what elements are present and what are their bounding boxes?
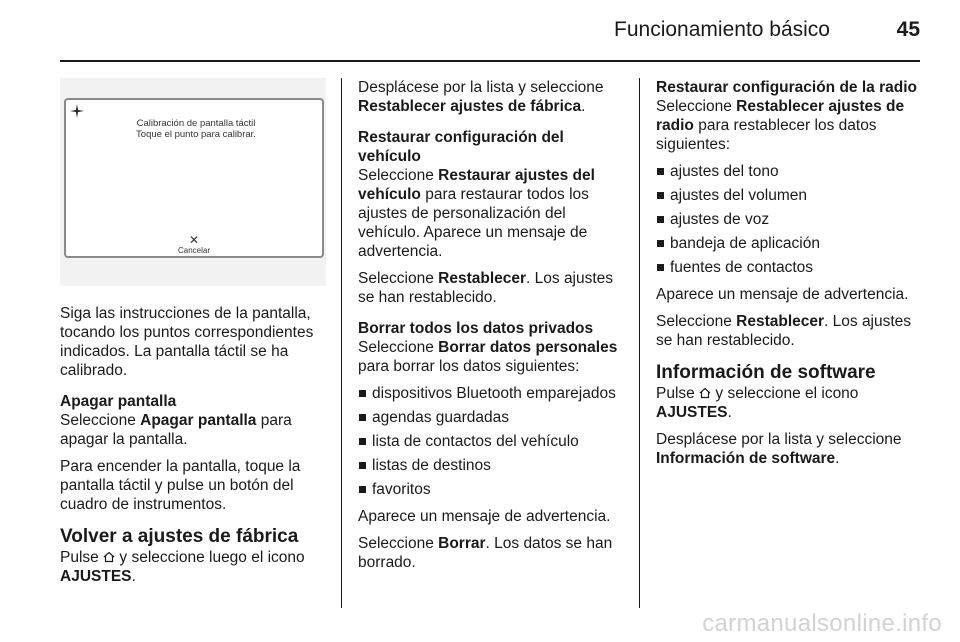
calibration-figure	[60, 78, 326, 286]
page-header	[60, 18, 920, 50]
list-item: ajustes del tono	[656, 162, 922, 181]
watermark: carmanualsonline.info	[702, 610, 942, 637]
vehicle-paragraph: Seleccione Restaurar ajustes del vehículo para restaurar todos los ajustes de personalización del vehículo. Aparece un mensaje de advertencia.	[358, 167, 595, 260]
warning-paragraph: Aparece un mensaje de advertencia.	[656, 286, 909, 303]
list-item: fuentes de contactos	[656, 258, 922, 277]
factory-heading: Volver a ajustes de fábrica	[60, 526, 299, 547]
radio-data-list	[656, 162, 922, 277]
software-scroll-paragraph: Desplácese por la lista y seleccione Información de software.	[656, 431, 902, 467]
radio-heading: Restaurar configuración de la radio	[656, 79, 917, 96]
off-paragraph: Seleccione Apagar pantalla para apagar la pantalla.	[60, 412, 292, 448]
column-divider	[639, 78, 640, 608]
private-heading: Borrar todos los datos privados	[358, 320, 594, 337]
column-1	[60, 78, 326, 594]
running-title: Funcionamiento básico	[614, 18, 830, 41]
off-heading: Apagar pantalla	[60, 393, 177, 410]
factory-paragraph: Pulse y seleccione luego el icono AJUSTES.	[60, 549, 305, 585]
list-item: lista de contactos del vehículo	[358, 432, 624, 451]
list-item: bandeja de aplicación	[656, 234, 922, 253]
on-paragraph: Para encender la pantalla, toque la pantalla táctil y pulse un botón del cuadro de instrumentos.	[60, 458, 301, 513]
delete-paragraph: Seleccione Borrar. Los datos se han borrado.	[358, 535, 613, 571]
header-rule	[60, 60, 920, 62]
software-paragraph: Pulse y seleccione el icono AJUSTES.	[656, 385, 859, 421]
page-number: 45	[896, 18, 920, 41]
private-data-list	[358, 384, 624, 499]
radio-paragraph: Seleccione Restablecer ajustes de radio para restablecer los datos siguientes:	[656, 98, 905, 153]
column-3	[656, 78, 922, 476]
vehicle-heading: Restaurar configuración del vehículo	[358, 129, 564, 165]
radio-reset-paragraph: Seleccione Restablecer. Los ajustes se han restablecido.	[656, 313, 912, 349]
list-item: dispositivos Bluetooth emparejados	[358, 384, 624, 403]
scroll-paragraph: Desplácese por la lista y seleccione Restablecer ajustes de fábrica.	[358, 79, 604, 115]
list-item: agendas guardadas	[358, 408, 624, 427]
touchscreen-illustration	[64, 98, 324, 258]
calibration-title: Calibración de pantalla táctil Toque el punto para calibrar.	[136, 118, 256, 140]
vehicle-reset-paragraph: Seleccione Restablecer. Los ajustes se han restablecido.	[358, 270, 614, 306]
intro-paragraph: Siga las instrucciones de la pantalla, tocando los puntos correspondientes indicados. La pantalla táctil se ha calibrado.	[60, 305, 314, 379]
close-icon: ✕	[188, 233, 200, 247]
home-icon	[103, 551, 115, 563]
list-item: favoritos	[358, 480, 624, 499]
cancel-button: ✕ Cancelar	[178, 233, 211, 255]
list-item: ajustes de voz	[656, 210, 922, 229]
warning-paragraph: Aparece un mensaje de advertencia.	[358, 508, 611, 525]
column-divider	[341, 78, 342, 608]
column-2	[358, 78, 624, 580]
software-heading: Información de software	[656, 362, 876, 383]
list-item: ajustes del volumen	[656, 186, 922, 205]
list-item: listas de destinos	[358, 456, 624, 475]
home-icon	[699, 387, 711, 399]
calibration-crosshair-icon	[70, 104, 84, 118]
private-paragraph: Seleccione Borrar datos personales para borrar los datos siguientes:	[358, 339, 618, 375]
